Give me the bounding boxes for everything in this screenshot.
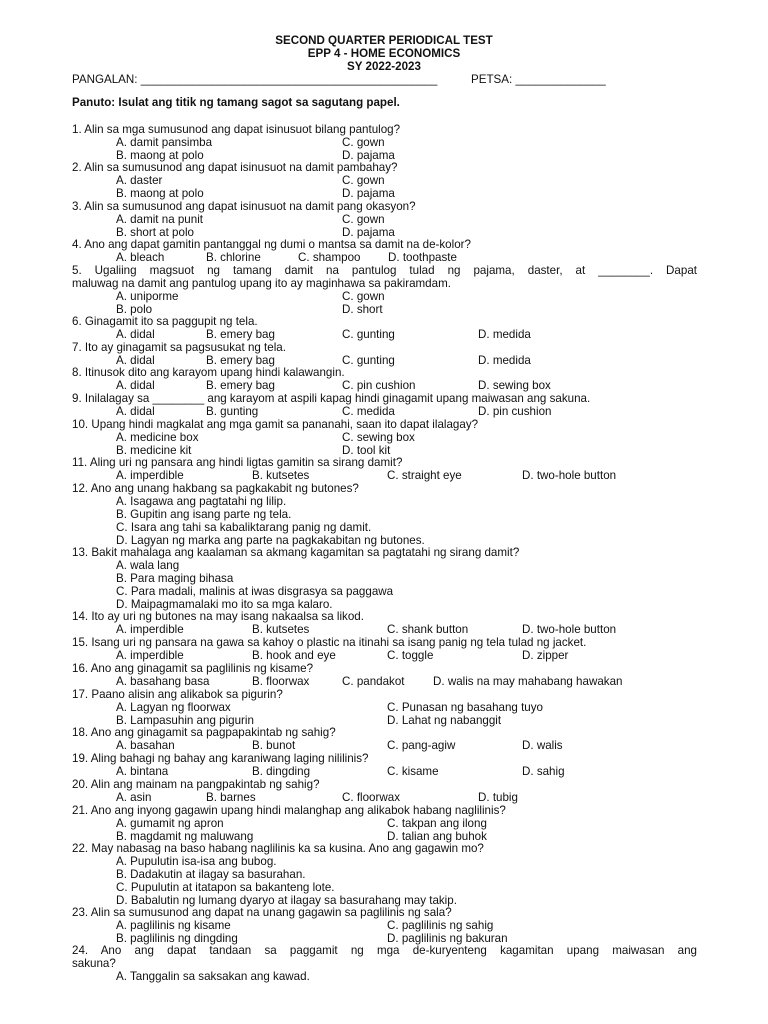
answer-choice: C. Punasan ng basahang tuyo	[387, 700, 543, 714]
answer-choice: A. basahang basa	[116, 674, 210, 688]
answer-choice: D. paglilinis ng bakuran	[387, 931, 508, 945]
answer-choice: C. Para madali, malinis at iwas disgrasya sa paggawa	[116, 584, 394, 598]
answer-choice: C. Isara ang tahi sa kabaliktarang panig ng damit.	[116, 520, 372, 534]
answer-choice: A. imperdible	[116, 622, 184, 636]
answer-choice: D. short	[342, 302, 383, 316]
answer-choice: C. Pupulutin at itatapon sa bakanteng lote.	[116, 880, 335, 894]
answer-choice: B. magdamit ng maluwang	[116, 829, 254, 843]
answer-choice: D. walis	[522, 738, 563, 752]
answer-choice: D. Lahat ng nabanggit	[387, 713, 502, 727]
answer-choice: C. gunting	[342, 327, 395, 341]
answer-choice: B. short at polo	[116, 225, 194, 239]
answer-choice: B. Dadakutin at ilagay sa basurahan.	[116, 867, 306, 881]
answer-choice: A. daster	[116, 173, 163, 187]
answer-choice: A. asin	[116, 790, 152, 804]
answer-choice: D. pajama	[342, 186, 395, 200]
answer-choice: B. polo	[116, 302, 153, 316]
answer-choice: B. Lampasuhin ang pigurin	[116, 713, 254, 727]
answer-choice: D. sahig	[522, 764, 565, 778]
answer-choice: D. walis na may mahabang hawakan	[433, 674, 623, 688]
question-text: 10. Upang hindi magkalat ang mga gamit sa pananahi, saan ito dapat ilalagay?	[72, 418, 479, 431]
answer-choice: A. didal	[116, 404, 155, 418]
answer-choice: A. medicine box	[116, 430, 199, 444]
question-text: 19. Aling bahagi ng bahay ang karaniwang laging nililinis?	[72, 752, 369, 765]
answer-choice: C. takpan ang ilong	[387, 816, 487, 830]
name-field-label: PANGALAN: ______________________________________________	[72, 73, 438, 86]
answer-choice: C. gown	[342, 135, 385, 149]
answer-choice: D. Maipagmamalaki mo ito sa mga kalaro.	[116, 597, 333, 611]
question-text: 21. Ano ang inyong gagawin upang hindi malanghap ang alikabok habang naglilinis?	[72, 804, 506, 817]
question-text: 15. Isang uri ng pansara na gawa sa kahoy o plastic na itinahi sa isang panig ng tela tulad ng jacket.	[72, 636, 587, 649]
answer-choice: D. medida	[478, 327, 531, 341]
answer-choice: B. floorwax	[252, 674, 310, 688]
answer-choice: C. kisame	[387, 764, 439, 778]
answer-choice: D. tubig	[478, 790, 518, 804]
answer-choice: B. bunot	[252, 738, 296, 752]
question-row	[0, 278, 768, 291]
answer-choice: A. damit pansimba	[116, 135, 213, 149]
answer-choice: B. chlorine	[206, 250, 261, 264]
answer-choice: C. medida	[342, 404, 395, 418]
answer-choice: A. damit na punit	[116, 212, 204, 226]
test-title: SECOND QUARTER PERIODICAL TEST	[275, 34, 493, 47]
answer-choice: A. gumamit ng apron	[116, 816, 224, 830]
question-text: 16. Ano ang ginagamit sa paglilinis ng kisame?	[72, 662, 314, 675]
school-year: SY 2022-2023	[347, 60, 421, 73]
question-text: 13. Bakit mahalaga ang kaalaman sa akmang kagamitan sa pagtatahi ng sirang damit?	[72, 546, 520, 559]
answer-choice: C. shank button	[387, 622, 469, 636]
question-text: 22. May nabasag na baso habang naglilinis ka sa kusina. Ano ang gagawin mo?	[72, 842, 484, 855]
answer-choice: A. bleach	[116, 250, 165, 264]
question-text-continued: sakuna?	[72, 956, 116, 970]
name-date-row	[0, 74, 768, 87]
answer-choice: C. pin cushion	[342, 378, 416, 392]
answer-choice: B. hook and eye	[252, 648, 336, 662]
question-text-continued: maluwag na damit ang pantulog upang ito ay maginhawa sa pakiramdam.	[72, 276, 451, 290]
question-text: 11. Aling uri ng pansara ang hindi ligtas gamitin sa sirang damit?	[72, 456, 403, 469]
answer-choice: B. maong at polo	[116, 186, 204, 200]
answer-choice: A. didal	[116, 378, 155, 392]
question-text: 12. Ano ang unang hakbang sa pagkakabit ng butones?	[72, 482, 359, 495]
answer-choice: D. tool kit	[342, 443, 391, 457]
answer-choice: B. Para maging bihasa	[116, 571, 234, 585]
answer-choice: D. talian ang buhok	[387, 829, 487, 843]
question-text: 20. Alin ang mainam na pangpakintab ng sahig?	[72, 778, 320, 791]
answer-choice: C. gown	[342, 289, 385, 303]
answer-choice: C. sewing box	[342, 430, 415, 444]
answer-choice: A. Pupulutin isa-isa ang bubog.	[116, 854, 277, 868]
answer-choice: A. imperdible	[116, 468, 184, 482]
question-text: 2. Alin sa sumusunod ang dapat isinusuot na damit pambahay?	[72, 161, 398, 174]
instructions-row	[0, 97, 768, 110]
answer-choice: B. emery bag	[206, 327, 275, 341]
question-text: 17. Paano alisin ang alikabok sa pigurin?	[72, 688, 283, 701]
answer-choice: C. pandakot	[342, 674, 405, 688]
answer-choice: B. paglilinis ng dingding	[116, 931, 238, 945]
answer-choice: C. straight eye	[387, 468, 462, 482]
answer-choice: C. gown	[342, 173, 385, 187]
subject-title: EPP 4 - HOME ECONOMICS	[307, 47, 461, 60]
answer-choice: A. uniporme	[116, 289, 179, 303]
answer-choice: A. bintana	[116, 764, 169, 778]
answer-choice: B. barnes	[206, 790, 256, 804]
answer-choice: C. toggle	[387, 648, 434, 662]
answer-choice: A. basahan	[116, 738, 175, 752]
answer-choice: A. didal	[116, 353, 155, 367]
question-text: 4. Ano ang dapat gamitin pantanggal ng dumi o mantsa sa damit na de-kolor?	[72, 238, 471, 251]
question-text: 1. Alin sa mga sumusunod ang dapat isinusuot bilang pantulog?	[72, 123, 401, 136]
answer-choice: D. zipper	[522, 648, 569, 662]
question-text: 5. Ugaliing magsuot ng tamang damit na pantulog tulad ng pajama, daster, at ________. Dapat	[72, 264, 697, 277]
answer-choice: A. imperdible	[116, 648, 184, 662]
question-text: 3. Alin sa sumusunod ang dapat isinusuot na damit pang okasyon?	[72, 200, 416, 213]
date-field-label: PETSA: ______________	[471, 73, 606, 86]
answer-choice: B. medicine kit	[116, 443, 192, 457]
answer-choice: C. shampoo	[298, 250, 361, 264]
answer-choice: A. didal	[116, 327, 155, 341]
answer-choice: D. pajama	[342, 225, 395, 239]
answer-choice: D. two-hole button	[522, 622, 617, 636]
answer-choice: D. pajama	[342, 148, 395, 162]
question-text: 7. Ito ay ginagamit sa pagsusukat ng tela.	[72, 341, 286, 354]
question-text: 18. Ano ang ginagamit sa pagpapakintab ng sahig?	[72, 726, 336, 739]
question-text: 23. Alin sa sumusunod ang dapat na unang gagawin sa paglilinis ng sala?	[72, 906, 452, 919]
answer-choice: B. Gupitin ang isang parte ng tela.	[116, 507, 292, 521]
answer-choice: B. emery bag	[206, 378, 275, 392]
answer-choice: C. gunting	[342, 353, 395, 367]
answer-choice: D. Babalutin ng lumang dyaryo at ilagay sa basurahang may takip.	[116, 893, 457, 907]
question-text: 24. Ano ang dapat tandaan sa paggamit ng mga de-kuryenteng kagamitan upang maiwasan ang	[72, 944, 697, 957]
answer-choice: D. sewing box	[478, 378, 551, 392]
answer-choice: C. floorwax	[342, 790, 400, 804]
answer-choice: A. Isagawa ang pagtatahi ng lilip.	[116, 494, 287, 508]
answer-choice: D. toothpaste	[388, 250, 457, 264]
answer-choice: B. dingding	[252, 764, 311, 778]
answer-choice: D. two-hole button	[522, 468, 617, 482]
answer-choice: D. Lagyan ng marka ang parte na pagkakabitan ng butones.	[116, 533, 425, 547]
question-text: 8. Itinusok dito ang karayom upang hindi kalawangin.	[72, 366, 345, 379]
answer-choice: B. emery bag	[206, 353, 275, 367]
instructions: Panuto: Isulat ang titik ng tamang sagot sa sagutang papel.	[72, 96, 400, 109]
answer-choice: A. wala lang	[116, 558, 180, 572]
answer-choice: B. maong at polo	[116, 148, 204, 162]
answer-choice: A. paglilinis ng kisame	[116, 918, 231, 932]
answer-choice: C. pang-agiw	[387, 738, 456, 752]
question-text: 9. Inilalagay sa ________ ang karayom at aspili kapag hindi ginagamit upang maiwasan ang sakuna.	[72, 392, 591, 405]
question-text: 6. Ginagamit ito sa paggupit ng tela.	[72, 315, 258, 328]
answer-choice: C. gown	[342, 212, 385, 226]
answer-choice: B. gunting	[206, 404, 259, 418]
answer-choice: A. Tanggalin sa saksakan ang kawad.	[116, 969, 310, 983]
answer-choice: D. pin cushion	[478, 404, 552, 418]
answer-choice: C. paglilinis ng sahig	[387, 918, 494, 932]
question-text: 14. Ito ay uri ng butones na may isang nakaalsa sa likod.	[72, 610, 364, 623]
question-row	[0, 958, 768, 971]
answer-choice: B. kutsetes	[252, 468, 310, 482]
answer-choice: D. medida	[478, 353, 531, 367]
answer-choice: A. Lagyan ng floorwax	[116, 700, 231, 714]
answer-choice: B. kutsetes	[252, 622, 310, 636]
